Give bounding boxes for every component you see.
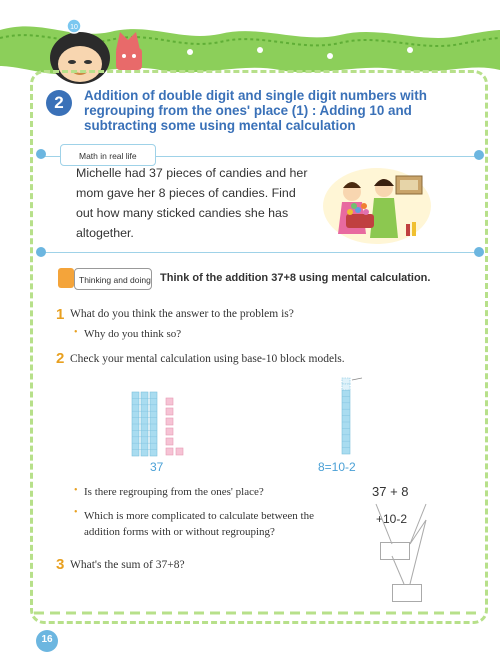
question-text: What's the sum of 37+8? xyxy=(70,559,185,571)
bullet-dot: • xyxy=(74,485,78,496)
answer-box-upper xyxy=(380,542,410,560)
question-number: 3 xyxy=(56,556,65,573)
pin-icon xyxy=(474,150,484,160)
question-number: 1 xyxy=(56,306,65,323)
question-text: What do you think the answer to the problem is? xyxy=(70,308,294,320)
base-ten-model-8 xyxy=(336,376,366,460)
question-number: 2 xyxy=(56,350,65,367)
real-life-label: Math in real life xyxy=(60,144,156,166)
bottom-border-decoration xyxy=(30,604,482,622)
thinking-prompt: Think of the addition 37+8 using mental calculation. xyxy=(160,272,431,284)
pencil-icon xyxy=(58,268,74,288)
lesson-title: Addition of double digit and single digit numbers with regrouping from the ones' place (1) : Adding 10 and subtracting some using mental calculation xyxy=(84,88,427,133)
pin-icon xyxy=(474,247,484,257)
thinking-divider xyxy=(40,252,476,253)
model-label-left: 37 xyxy=(150,460,164,474)
bullet-dot: • xyxy=(74,507,78,518)
bullet-text: Why do you think so? xyxy=(84,328,182,340)
page-number: 16 xyxy=(41,634,53,645)
model-label-right: 8=10-2 xyxy=(318,460,356,474)
base-ten-model-37 xyxy=(130,390,190,460)
pin-icon xyxy=(36,247,46,257)
pin-icon xyxy=(36,149,46,159)
svg-text:10: 10 xyxy=(70,24,78,31)
answer-box-lower xyxy=(392,584,422,602)
real-life-story: Michelle had 37 pieces of candies and her mom gave her 8 pieces of candies. Find out how many sticked candies she has altogether. xyxy=(76,166,308,240)
bullet-text: Which is more complicated to calculate between the addition forms with or without regrouping? xyxy=(84,510,314,538)
diagram-middle-expression: +10-2 xyxy=(376,512,408,526)
thinking-label: Thinking and doing xyxy=(74,268,152,290)
section-number-badge: 2 xyxy=(46,90,72,116)
bullet-dot: • xyxy=(74,327,78,338)
diagram-top-expression: 37 + 8 xyxy=(372,484,409,499)
question-text: Check your mental calculation using base-10 block models. xyxy=(70,353,345,365)
candy-illustration xyxy=(322,164,432,244)
bullet-text: Is there regrouping from the ones' place? xyxy=(84,486,264,498)
